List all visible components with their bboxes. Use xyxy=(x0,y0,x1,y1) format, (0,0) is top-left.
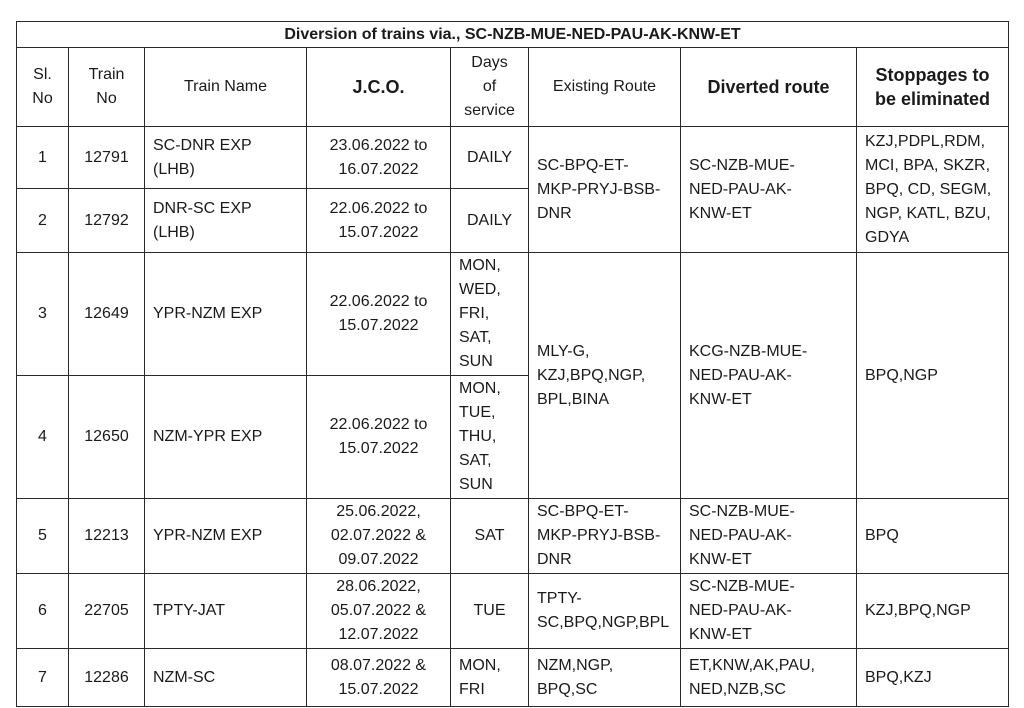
header-diverted-route: Diverted route xyxy=(681,48,857,127)
cell-jco: 22.06.2022 to 15.07.2022 xyxy=(307,376,451,499)
cell-train-name: NZM-SC xyxy=(145,649,307,707)
cell-diverted-route: SC-NZB-MUE- NED-PAU-AK- KNW-ET xyxy=(681,127,857,253)
cell-existing-route: MLY-G, KZJ,BPQ,NGP, BPL,BINA xyxy=(529,253,681,499)
table-title: Diversion of trains via., SC-NZB-MUE-NED-PAU-AK-KNW-ET xyxy=(17,22,1009,48)
cell-train-no: 12286 xyxy=(69,649,145,707)
title-row xyxy=(17,22,1009,48)
cell-stoppages: BPQ xyxy=(857,499,1009,574)
cell-diverted-route: SC-NZB-MUE- NED-PAU-AK- KNW-ET xyxy=(681,574,857,649)
header-sl-no: Sl. No xyxy=(17,48,69,127)
cell-diverted-route: SC-NZB-MUE- NED-PAU-AK- KNW-ET xyxy=(681,499,857,574)
cell-sl-no: 4 xyxy=(17,376,69,499)
header-existing-route: Existing Route xyxy=(529,48,681,127)
cell-train-name: TPTY-JAT xyxy=(145,574,307,649)
cell-train-name: DNR-SC EXP (LHB) xyxy=(145,189,307,253)
cell-existing-route: SC-BPQ-ET- MKP-PRYJ-BSB- DNR xyxy=(529,127,681,253)
cell-stoppages: KZJ,PDPL,RDM, MCI, BPA, SKZR, BPQ, CD, SEGM, NGP, KATL, BZU, GDYA xyxy=(857,127,1009,253)
header-train-name: Train Name xyxy=(145,48,307,127)
cell-train-no: 12792 xyxy=(69,189,145,253)
cell-days: DAILY xyxy=(451,127,529,189)
cell-existing-route: NZM,NGP, BPQ,SC xyxy=(529,649,681,707)
cell-jco: 23.06.2022 to 16.07.2022 xyxy=(307,127,451,189)
cell-train-no: 22705 xyxy=(69,574,145,649)
header-days-of-service: Days of service xyxy=(451,48,529,127)
train-diversion-table xyxy=(16,21,1009,707)
cell-stoppages: BPQ,NGP xyxy=(857,253,1009,499)
table-row xyxy=(17,574,1009,649)
cell-days: MON, WED, FRI, SAT, SUN xyxy=(451,253,529,376)
cell-stoppages: KZJ,BPQ,NGP xyxy=(857,574,1009,649)
cell-jco: 08.07.2022 & 15.07.2022 xyxy=(307,649,451,707)
cell-stoppages: BPQ,KZJ xyxy=(857,649,1009,707)
header-train-no: Train No xyxy=(69,48,145,127)
cell-jco: 22.06.2022 to 15.07.2022 xyxy=(307,253,451,376)
cell-jco: 25.06.2022, 02.07.2022 & 09.07.2022 xyxy=(307,499,451,574)
cell-sl-no: 6 xyxy=(17,574,69,649)
cell-train-no: 12649 xyxy=(69,253,145,376)
cell-existing-route: TPTY- SC,BPQ,NGP,BPL xyxy=(529,574,681,649)
cell-train-name: YPR-NZM EXP xyxy=(145,499,307,574)
header-jco: J.C.O. xyxy=(307,48,451,127)
header-stoppages: Stoppages to be eliminated xyxy=(857,48,1009,127)
cell-jco: 22.06.2022 to 15.07.2022 xyxy=(307,189,451,253)
cell-sl-no: 2 xyxy=(17,189,69,253)
cell-sl-no: 3 xyxy=(17,253,69,376)
cell-existing-route: SC-BPQ-ET- MKP-PRYJ-BSB- DNR xyxy=(529,499,681,574)
cell-jco: 28.06.2022, 05.07.2022 & 12.07.2022 xyxy=(307,574,451,649)
cell-days: TUE xyxy=(451,574,529,649)
cell-sl-no: 7 xyxy=(17,649,69,707)
table-row xyxy=(17,649,1009,707)
cell-days: MON, TUE, THU, SAT, SUN xyxy=(451,376,529,499)
header-row xyxy=(17,48,1009,127)
cell-diverted-route: KCG-NZB-MUE- NED-PAU-AK- KNW-ET xyxy=(681,253,857,499)
cell-days: DAILY xyxy=(451,189,529,253)
cell-train-name: NZM-YPR EXP xyxy=(145,376,307,499)
table-row xyxy=(17,253,1009,376)
table-row xyxy=(17,499,1009,574)
cell-days: SAT xyxy=(451,499,529,574)
cell-sl-no: 1 xyxy=(17,127,69,189)
cell-train-no: 12650 xyxy=(69,376,145,499)
cell-sl-no: 5 xyxy=(17,499,69,574)
cell-train-no: 12213 xyxy=(69,499,145,574)
cell-diverted-route: ET,KNW,AK,PAU, NED,NZB,SC xyxy=(681,649,857,707)
cell-train-name: SC-DNR EXP (LHB) xyxy=(145,127,307,189)
table-row xyxy=(17,127,1009,189)
cell-train-no: 12791 xyxy=(69,127,145,189)
cell-days: MON, FRI xyxy=(451,649,529,707)
cell-train-name: YPR-NZM EXP xyxy=(145,253,307,376)
